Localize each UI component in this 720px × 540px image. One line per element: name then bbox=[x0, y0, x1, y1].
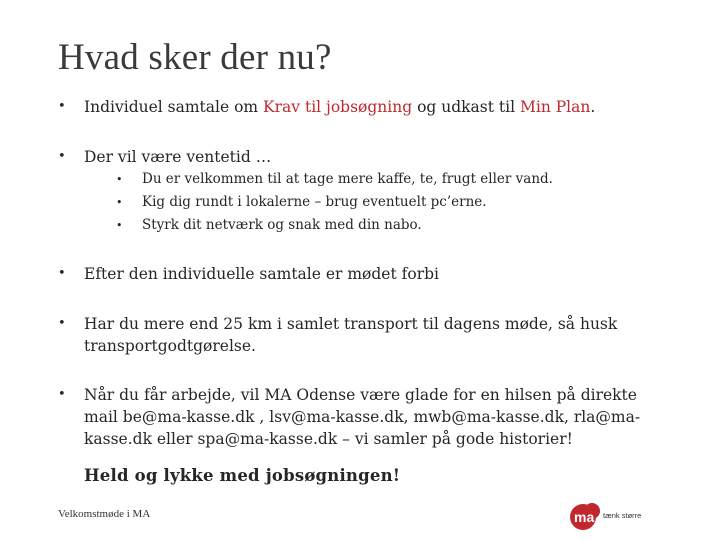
slide-title: Hvad sker der nu? bbox=[58, 37, 332, 78]
bullet-dot: • bbox=[58, 387, 66, 402]
bullet-waiting-text: Der vil være ventetid … bbox=[84, 148, 272, 166]
sub-bullet-text: Du er velkommen til at tage mere kaffe, te, frugt eller vand. bbox=[142, 171, 553, 187]
bullet-job-greeting bbox=[58, 384, 670, 450]
footer-text: Velkomstmøde i MA bbox=[58, 508, 151, 520]
sub-bullet-dot: • bbox=[116, 173, 123, 186]
bullet-dot: • bbox=[58, 316, 66, 331]
sub-bullet-dot: • bbox=[116, 196, 123, 209]
sub-bullet-rooms bbox=[116, 191, 487, 215]
sub-bullet-text: Styrk dit netværk og snak med din nabo. bbox=[142, 217, 422, 233]
closing-message: Held og lykke med jobsøgningen! bbox=[84, 466, 401, 485]
ma-logo-mark: ma bbox=[574, 509, 595, 525]
bullet-waiting bbox=[58, 146, 678, 168]
bullet-meeting-over-text: Efter den individuelle samtale er mødet forbi bbox=[84, 265, 439, 283]
bullet-transport bbox=[58, 313, 658, 357]
bullet-dot: • bbox=[58, 266, 66, 281]
bullet-dot: • bbox=[58, 99, 66, 114]
bullet-transport-text: Har du mere end 25 km i samlet transport til dagens møde, så husk transportgodtgørelse. bbox=[84, 315, 618, 355]
sub-bullet-dot: • bbox=[116, 219, 123, 232]
link-krav-til-jobsoegning[interactable]: Krav til jobsøgning bbox=[263, 98, 413, 116]
bullet-meeting-over bbox=[58, 263, 678, 285]
bullet-interview: • Individuel samtale om Krav til jobsøgning og udkast til Min Plan. bbox=[58, 98, 596, 116]
logo-tagline: tænk større bbox=[603, 511, 642, 520]
bullet-dot: • bbox=[58, 149, 66, 164]
sub-bullet-coffee bbox=[116, 168, 553, 192]
sub-bullet-network bbox=[116, 214, 422, 238]
sub-bullet-text: Kig dig rundt i lokalerne – brug eventuelt pc’erne. bbox=[142, 194, 487, 210]
link-min-plan[interactable]: Min Plan bbox=[519, 98, 591, 116]
bullet-job-greeting-text: Når du får arbejde, vil MA Odense være glade for en hilsen på direkte mail be@ma-kasse.dk , lsv@ma-kasse.dk, mwb@ma-kasse.dk, rla@ma-kasse.dk eller spa@ma-kasse.dk – vi samler på gode historier! bbox=[84, 386, 641, 448]
